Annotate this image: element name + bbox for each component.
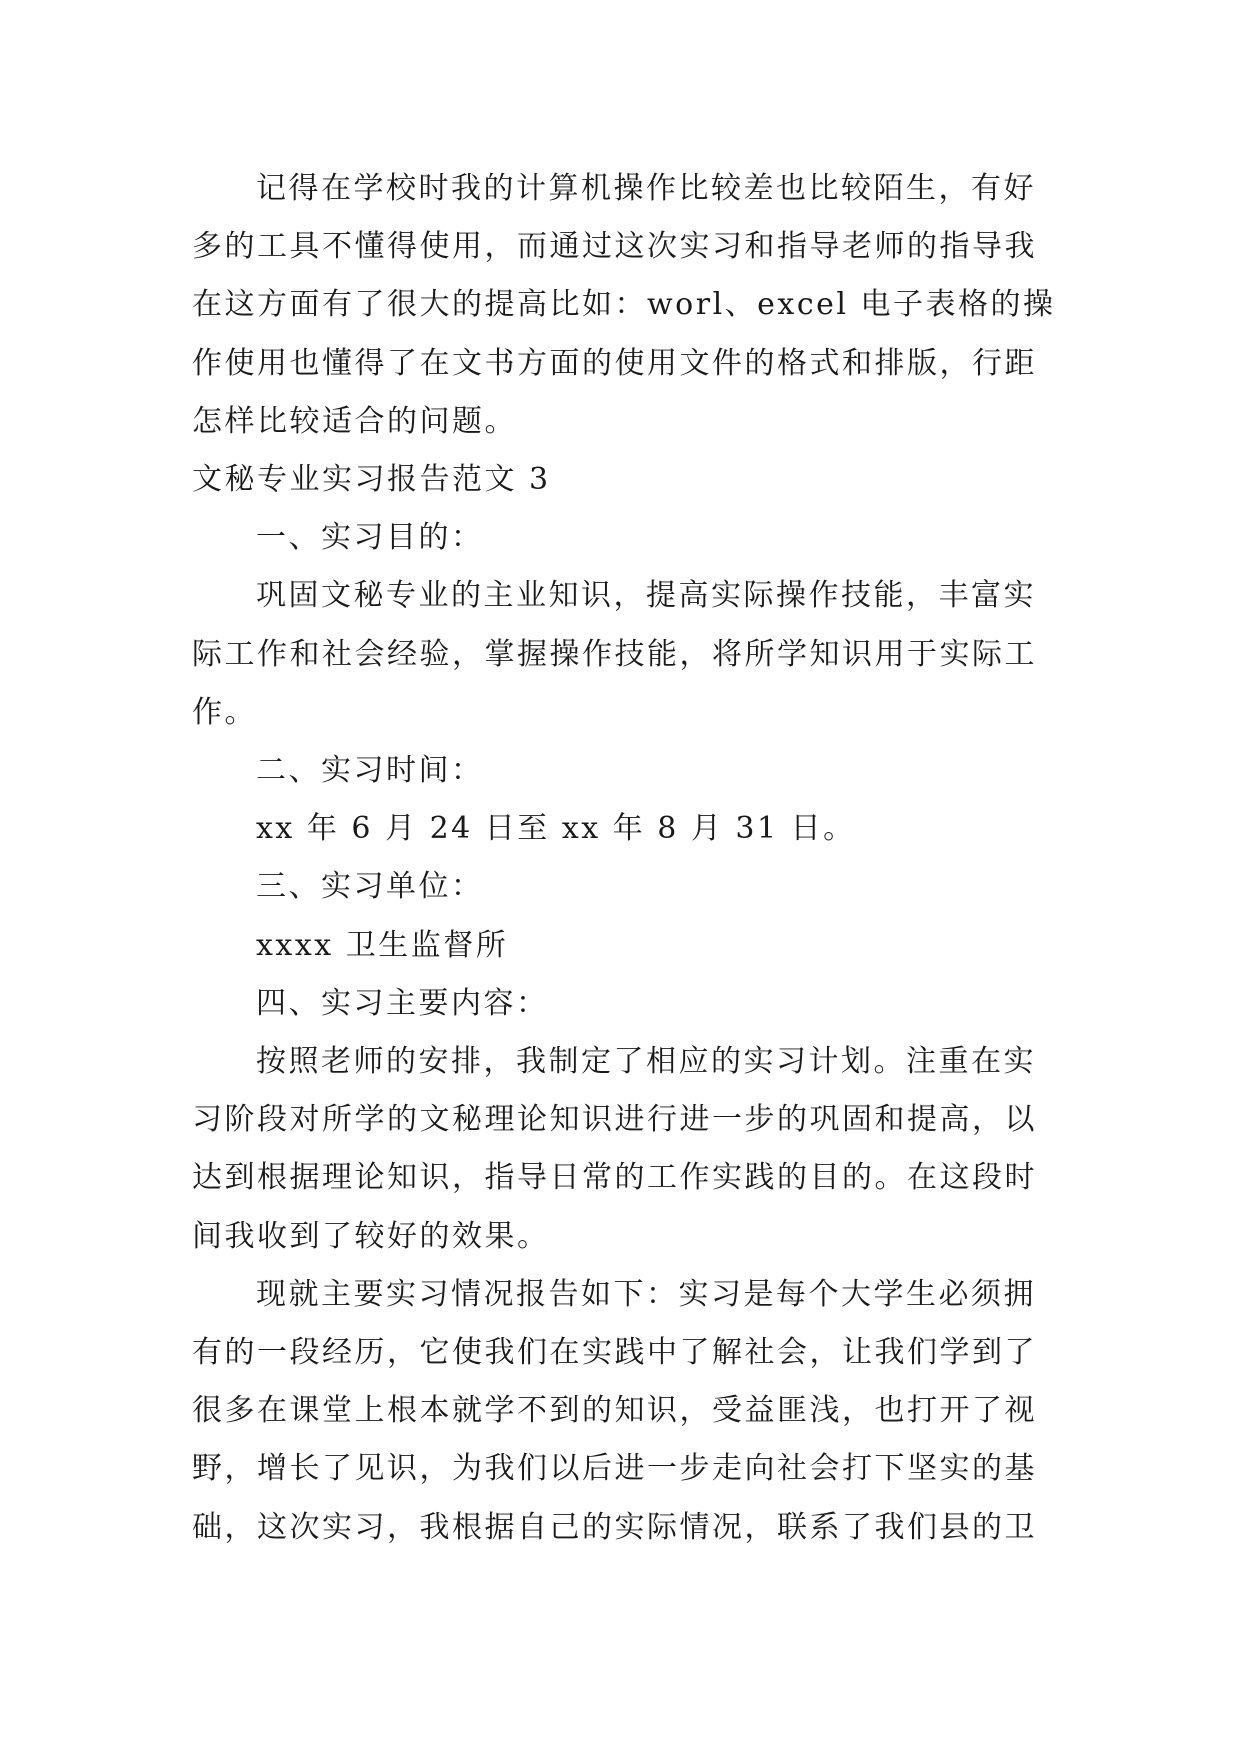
section-title-text: 文秘专业实习报告范文 3 <box>192 462 551 498</box>
text-line: 础，这次实习，我根据自己的实际情况，联系了我们县的卫 <box>192 1509 1037 1545</box>
text-line: 作。 <box>192 694 257 730</box>
heading-purpose <box>192 509 1052 567</box>
text-line: xxxx 卫生监督所 <box>256 927 509 963</box>
heading-content <box>192 975 1052 1033</box>
text-line: 现就主要实习情况报告如下：实习是每个大学生必须拥 <box>256 1276 1036 1312</box>
text-line: xx 年 6 月 24 日至 xx 年 8 月 31 日。 <box>256 811 856 847</box>
report-paragraph <box>192 1266 1052 1557</box>
heading-text: 三、实习单位： <box>256 869 484 905</box>
text-line: 很多在课堂上根本就学不到的知识，受益匪浅，也打开了视 <box>192 1393 1037 1429</box>
purpose-paragraph <box>192 567 1052 742</box>
heading-text: 二、实习时间： <box>256 753 484 789</box>
heading-text: 四、实习主要内容： <box>256 985 549 1021</box>
heading-time <box>192 742 1052 800</box>
text-line: 达到根据理论知识，指导日常的工作实践的目的。在这段时 <box>192 1160 1037 1196</box>
heading-unit <box>192 858 1052 916</box>
text-line: 有的一段经历，它使我们在实践中了解社会，让我们学到了 <box>192 1335 1037 1371</box>
heading-text: 一、实习目的： <box>256 520 484 556</box>
section-title <box>192 451 1052 509</box>
content-paragraph <box>192 1033 1052 1266</box>
text-line: 习阶段对所学的文秘理论知识进行进一步的巩固和提高，以 <box>192 1102 1037 1138</box>
time-paragraph <box>192 800 1052 858</box>
document-page <box>192 160 1056 1557</box>
text-line: 作使用也懂得了在文书方面的使用文件的格式和排版，行距 <box>192 345 1037 381</box>
text-line: 在这方面有了很大的提高比如：worl、excel 电子表格的操 <box>192 287 1056 323</box>
text-line: 记得在学校时我的计算机操作比较差也比较陌生，有好 <box>256 171 1036 206</box>
text-line: 间我收到了较好的效果。 <box>192 1218 550 1254</box>
text-line: 野，增长了见识，为我们以后进一步走向社会打下坚实的基 <box>192 1451 1037 1487</box>
unit-paragraph <box>192 917 1052 975</box>
text-line: 际工作和社会经验，掌握操作技能，将所学知识用于实际工 <box>192 636 1037 672</box>
intro-paragraph <box>192 160 1056 451</box>
text-line: 怎样比较适合的问题。 <box>192 403 517 439</box>
text-line: 巩固文秘专业的主业知识，提高实际操作技能，丰富实 <box>256 578 1036 614</box>
text-line: 多的工具不懂得使用，而通过这次实习和指导老师的指导我 <box>192 229 1037 265</box>
text-line: 按照老师的安排，我制定了相应的实习计划。注重在实 <box>256 1044 1036 1080</box>
